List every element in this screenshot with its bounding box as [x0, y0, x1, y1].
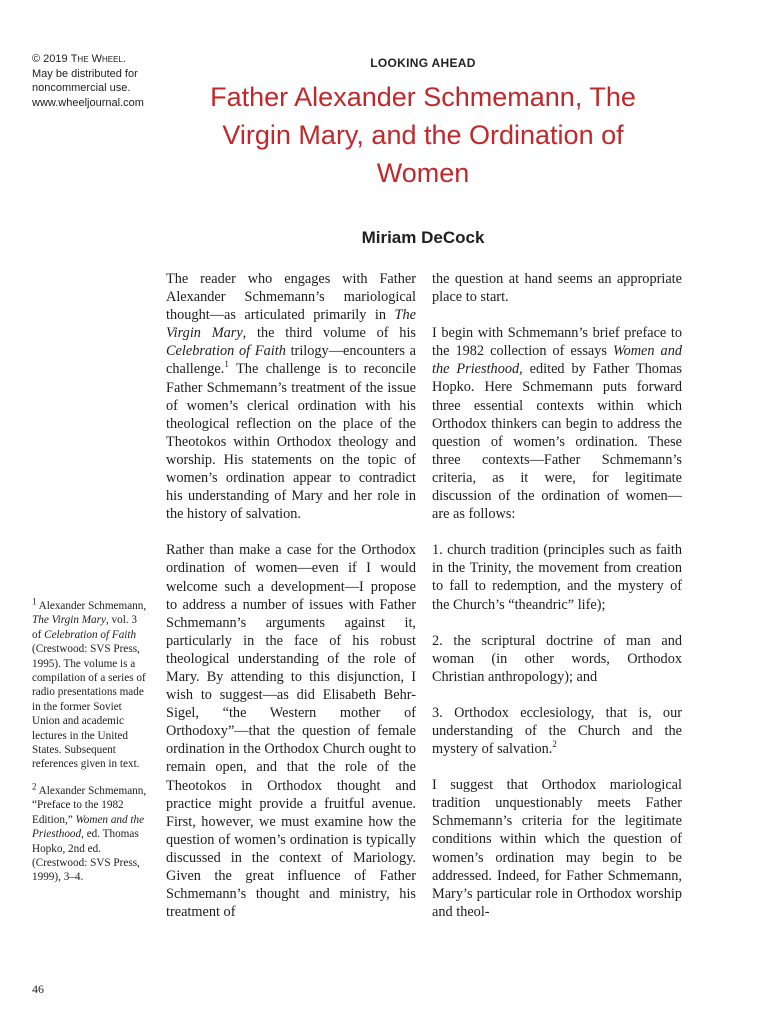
section-kicker: LOOKING AHEAD — [370, 56, 476, 70]
list-item-1: 1. church tradition (principles such as faith in the Trinity, the movement from creation to fall to redemption, and the mystery of the Church’s “theandric” life); — [432, 542, 682, 613]
list-item-2: 2. the scriptural doctrine of man and woman (in other words, Orthodox Christian anthropology); and — [432, 632, 682, 685]
page-number: 46 — [32, 982, 44, 996]
footnote-2: $^2$ Alexander Schmemann, “Preface to the 1982 Edition,” Women and the Priesthood, ed. Thomas Hopko, 2nd ed. (Crestwood: SVS Press, 1999), 3–4. — [32, 781, 147, 884]
paragraph-proposal: Rather than make a case for the Orthodox ordination of women—even if I would welcome such a development—I propose to address a number of issues with Father Schmemann’s arguments against it, particularly in the face of his robust theological understanding of the role of Mary. By attending to this disjunction, I wish to suggest—as did Elisabeth Behr-Sigel, “the Western mother of Orthodoxy”—that the question of female ordination in the Orthodox Church ought to remain open, and that the role of the Theotokos in Orthodox thought and practice might provide a fruitful avenue. First, however, we must examine how the question of women’s ordination is typically discussed in the context of Mariology. Given the great influence of Father Schmemann’s thought and ministry, his treatment of — [166, 542, 416, 921]
footnote-1: $^1$ Alexander Schmemann, The Virgin Mary, vol. 3 of Celebration of Faith (Crestwood: SVS Press, 1995). The volume is a compilation of a series of radio presentations made in the former Soviet Union and academic lectures in the United States. Subsequent references given in text. — [32, 596, 147, 771]
body-column-right — [432, 270, 682, 939]
copyright-line3: noncommercial use. — [32, 82, 131, 94]
footnote-ref-2[interactable]: 2 — [552, 739, 557, 750]
footnotes-sidebar — [32, 596, 148, 897]
copyright-line2: May be distributed for — [32, 67, 138, 80]
body-column-left — [166, 270, 416, 939]
paragraph-preface: I begin with Schmemann’s brief preface to the 1982 collection of essays Women and the Priesthood, edited by Father Thomas Hopko. Here Schmemann puts forward three essential contexts within which Orthodox thinkers can begin to address the question of women’s ordination. These three contexts—Father Schmemann’s criteria, as it were, for legitimate discussion of the ordination of women—are as follows: — [432, 325, 682, 523]
paragraph-intro: The reader who engages with Father Alexander Schmemann’s mariological thought—as articulated primarily in The Virgin Mary, the third volume of his Celebration of Faith trilogy—encounters a challenge.$^1$ The challenge is to reconcile Father Schmemann’s treatment of the issue of women’s clerical ordination with his theological reflection on the place of the Theotokos within Orthodox theology and worship. His statements on the topic of women’s ordination appear to contradict his understanding of Mary and her role in the history of salvation. — [166, 271, 417, 523]
copyright-url[interactable]: www.wheeljournal.com — [32, 96, 144, 109]
article-author: Miriam DeCock — [361, 228, 485, 247]
copyright-year: © 2019 — [32, 53, 68, 65]
paragraph-continuation: the question at hand seems an appropriate place to start. — [432, 271, 682, 306]
footnote-ref-1[interactable]: 1 — [224, 359, 229, 370]
paragraph-suggestion: I suggest that Orthodox mariological tradition unquestionably meets Father Schmemann’s criteria for the legitimate conditions within which the question of women’s ordination may begin to be addressed. Indeed, for Father Schmemann, Mary’s particular role in Orthodox worship and theol- — [432, 777, 682, 920]
list-item-3: 3. Orthodox ecclesiology, that is, our understanding of the Church and the mystery of salvation.$^2$ — [432, 704, 682, 758]
copyright-publisher: The Wheel. — [70, 53, 126, 65]
article-title: Father Alexander Schmemann, The Virgin Mary, and the Ordination of Women — [210, 82, 636, 188]
